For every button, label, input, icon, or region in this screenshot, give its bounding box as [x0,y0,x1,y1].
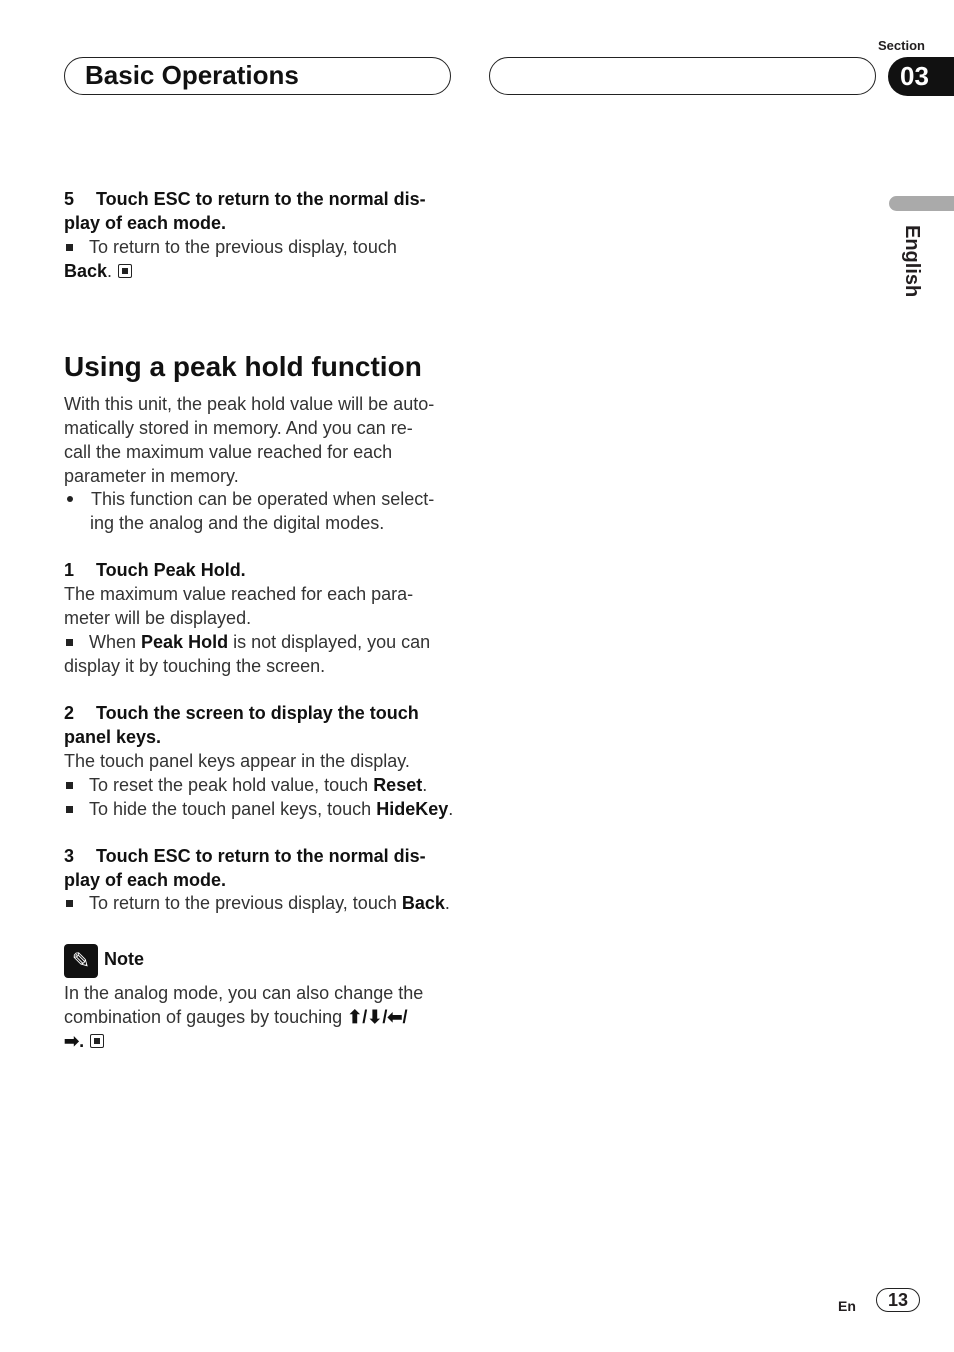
step1-body: meter will be displayed. [64,608,252,628]
step2-bullet-hidekey: To hide the touch panel keys, touch HideKey. [64,797,453,821]
arrow-icons: ⬆/⬇/⬅/ [347,1007,408,1027]
section-number: 03 [888,57,954,96]
header-title: Basic Operations [85,60,299,90]
step3-title-cont: play of each mode. [64,870,227,890]
note-text: In the analog mode, you can also change the [64,983,424,1003]
note-text: combination of gauges by touching ⬆/⬇/⬅/ [64,1007,408,1027]
note-label: Note [104,949,144,969]
note-text [64,1029,104,1053]
section-heading: Using a peak hold function [64,351,422,382]
intro-bullet-cont: ing the analog and the digital modes. [90,513,385,533]
intro-text: With this unit, the peak hold value will be auto- [64,394,435,414]
intro-text: parameter in memory. [64,466,239,486]
header-blank-box [489,57,876,95]
page-number: 13 [876,1288,920,1312]
end-mark-icon [118,264,132,278]
right-arrow-icon: ➡. [64,1031,85,1051]
step5-title-cont: play of each mode. [64,213,227,233]
footer-lang: En [838,1298,856,1314]
step2-title-cont: panel keys. [64,727,162,747]
step2-body: The touch panel keys appear in the display. [64,751,410,771]
intro-text: matically stored in memory. And you can re- [64,418,413,438]
step1-body: The maximum value reached for each para- [64,584,414,604]
step5-bullet-cont: Back. [64,259,132,283]
language-label: English [901,225,923,298]
step1-title: 1 Touch Peak Hold. [64,560,246,580]
intro-text: call the maximum value reached for each [64,442,393,462]
intro-bullet: This function can be operated when select- [64,487,434,511]
step5-title: 5 Touch ESC to return to the normal dis- [64,189,426,209]
step5-bullet: To return to the previous display, touch [64,235,397,259]
step2-bullet-reset: To reset the peak hold value, touch Reset. [64,773,427,797]
step1-bullet-cont: display it by touching the screen. [64,656,326,676]
step1-bullet: When Peak Hold is not displayed, you can [64,630,430,654]
step3-bullet: To return to the previous display, touch Back. [64,891,450,915]
step3-title: 3 Touch ESC to return to the normal dis- [64,846,426,866]
side-tab [889,196,954,211]
step2-title: 2 Touch the screen to display the touch [64,703,419,723]
header-title-box [64,57,451,95]
end-mark-icon [90,1034,104,1048]
section-label: Section [878,38,925,53]
note-pencil-icon: ✎ [64,944,98,978]
